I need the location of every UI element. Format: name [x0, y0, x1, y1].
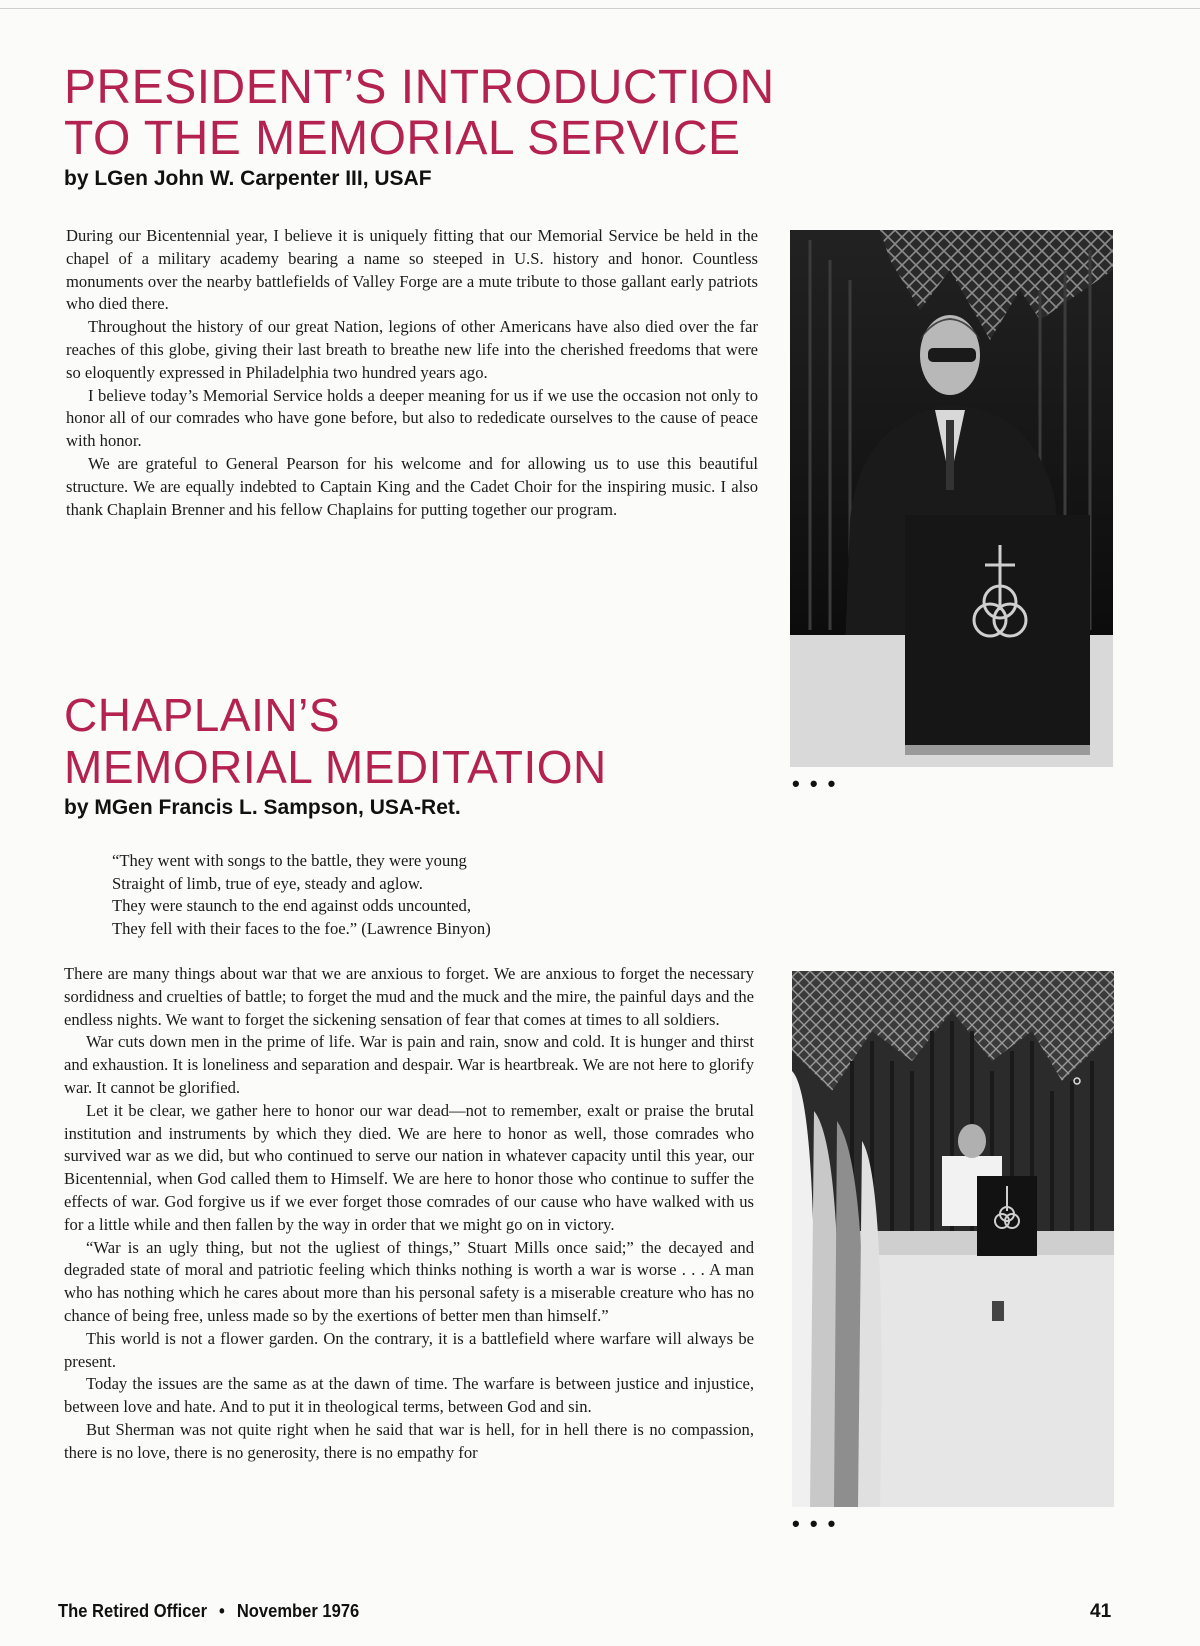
page-number: 41 [1090, 1601, 1112, 1622]
article2-paragraph: This world is not a flower garden. On the contrary, it is a battlefield where warfare will always be present. [64, 1328, 754, 1371]
article2-body [64, 963, 754, 1465]
article2-paragraph: War cuts down men in the prime of life. War is pain and rain, snow and cold. It is hunger and thirst and exhaustion. It is loneliness and separation and despair. War is heartbreak. We are not here to glorify war. It cannot be glorified. [64, 1032, 754, 1097]
poem-line: Straight of limb, true of eye, steady and aglow. [112, 873, 423, 893]
article1-paragraph: We are grateful to General Pearson for his welcome and for allowing us to use this beautiful structure. We are equally indebted to Captain King and the Cadet Choir for the inspiring music. I also thank Chaplain Brenner and his fellow Chaplains for putting together our program. [66, 453, 758, 519]
article1-paragraph: Throughout the history of our great Nation, legions of other Americans have also died over the far reaches of this globe, giving their last breath to breathe new life into the cherished freedoms that were so eloquently expressed in Philadelphia two hundred years ago. [66, 317, 758, 382]
article2-paragraph: Let it be clear, we gather here to honor our war dead—not to remember, exalt or praise the brutal institution and instruments by which they died. We are here to honor as well, those comrades who survived war as we did, but who continued to serve our nation in whatever capacity until this year, our Bicentennial, when God called them to Himself. We are here to honor those who continue to suffer the effects of war. God forgive us if we ever forget those comrades of our cause who have walked with us for a little while and then fallen by the way in order that we might go on in victory. [64, 1100, 754, 1234]
poem-quotation [112, 850, 491, 940]
article2-byline: by MGen Francis L. Sampson, USA-Ret. [64, 796, 461, 819]
footer-bullet: • [219, 1601, 225, 1621]
photo-separator-dots: • • • [792, 1511, 838, 1536]
article2-paragraph: “War is an ugly thing, but not the ugliest of things,” Stuart Mills once said;” the decayed and degraded state of moral and patriotic feeling which thinks nothing is worth a war is worse . . . A man who has nothing which he cares about more than his personal safety is a miserable creature who has no chance of being free, unless made so by the exertions of better men than himself.” [64, 1237, 754, 1325]
article1-byline: by LGen John W. Carpenter III, USAF [64, 167, 432, 190]
issue-date: November 1976 [236, 1601, 360, 1621]
article2-title-line1: CHAPLAIN’S [64, 689, 340, 741]
photo-separator-dots: • • • [792, 771, 838, 796]
poem-line: They fell with their faces to the foe.” (Lawrence Binyon) [112, 918, 491, 938]
poem-line: They were staunch to the end against odds uncounted, [112, 896, 471, 915]
page-footer [58, 1601, 359, 1622]
top-rule [0, 8, 1200, 9]
article2-paragraph: There are many things about war that we are anxious to forget. We are anxious to forget the necessary sordidness and cruelties of battle; to forget the mud and the muck and the mire, the painful days and the endless nights. We want to forget the sickening sensation of fear that comes at times to all soldiers. [64, 964, 754, 1029]
article2-paragraph: But Sherman was not quite right when he said that war is hell, for in hell there is no compassion, there is no love, there is no generosity, there is no empathy for [64, 1419, 754, 1462]
article1-body [66, 225, 758, 521]
chaplain-at-altar-photo [792, 971, 1114, 1507]
article2-paragraph: Today the issues are the same as at the dawn of time. The warfare is between justice and injustice, between love and hate. And to put it in theological terms, between God and sin. [64, 1374, 754, 1417]
poem-line: “They went with songs to the battle, they were young [112, 851, 467, 870]
article1-paragraph: During our Bicentennial year, I believe it is uniquely fitting that our Memorial Service be held in the chapel of a military academy bearing a name so steeped in U.S. history and honor. Countless monuments over the nearby battlefields of Valley Forge are a mute tribute to those gallant early patriots who died there. [66, 226, 758, 314]
speaker-at-pulpit-photo [790, 230, 1113, 767]
article1-title-line1: PRESIDENT’S INTRODUCTION [64, 61, 775, 114]
publication-name: The Retired Officer [58, 1601, 208, 1621]
article1-paragraph: I believe today’s Memorial Service holds a deeper meaning for us if we use the occasion not only to honor all of our comrades who have gone before, but also to rededicate ourselves to the cause of peace with honor. [66, 385, 758, 451]
article1-title-line2: TO THE MEMORIAL SERVICE [64, 112, 741, 165]
article2-title-line2: MEMORIAL MEDITATION [64, 741, 607, 793]
